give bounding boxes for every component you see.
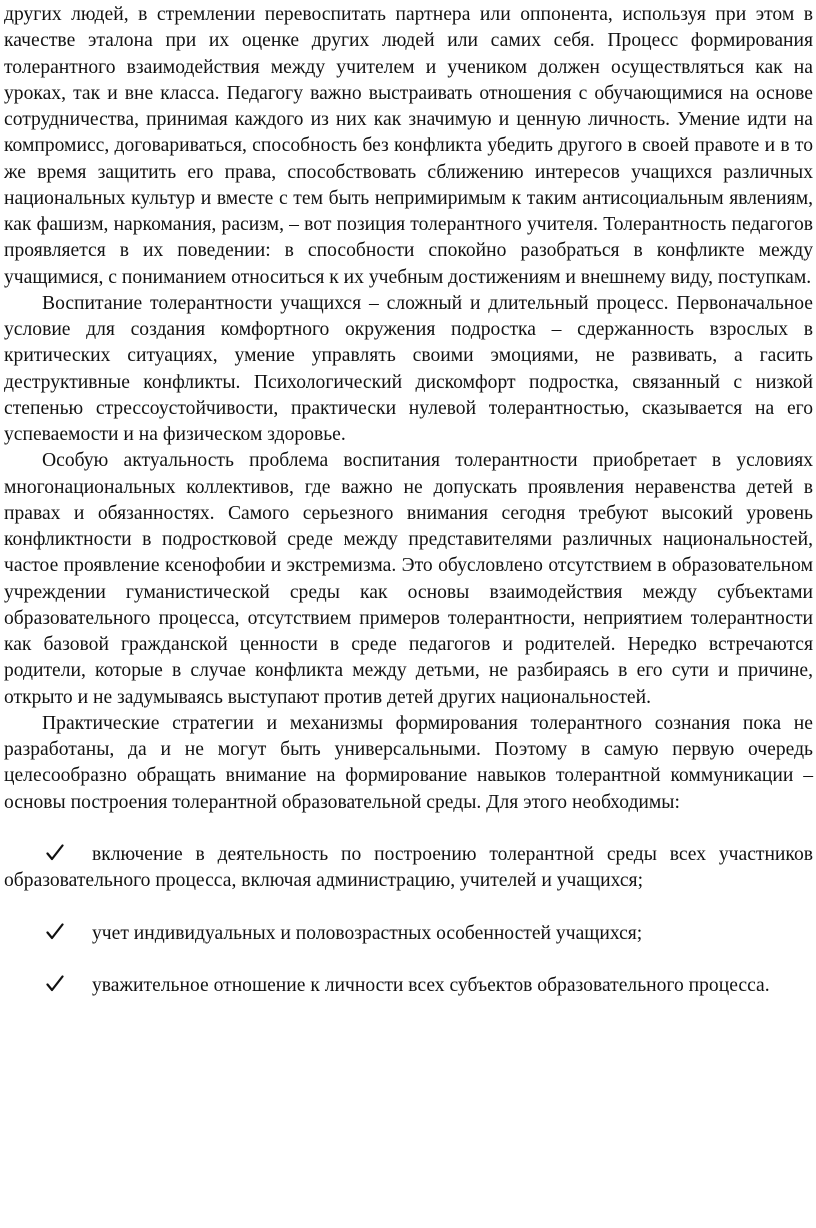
bullet-text: учет индивидуальных и половозрастных особенностей учащихся; <box>92 922 643 944</box>
paragraph-1: других людей, в стремлении перевоспитать партнера или оппонента, используя при этом в качестве эталона при их оценке других людей или самих себя. Процесс формирования толерантного взаимодействия между учителем и учеником должен осуществляться как на уроках, так и вне класса. Педагогу важно выстраивать отношения с обучающимися на основе сотрудничества, принимая каждого из них как значимую и ценную личность. Умение идти на компромисс, договариваться, способность без конфликта убедить другого в своей правоте и в то же время защитить его права, способствовать сближению интересов учащихся различных национальных культур и вместе с тем быть непримиримым к таким антисоциальным явлениям, как фашизм, наркомания, расизм, – вот позиция толерантного учителя. Толерантность педагогов проявляется в их поведении: в способности спокойно разобраться в конфликте между учащимися, с пониманием относиться к их учебным достижениям и внешнему виду, поступкам. <box>4 4 813 288</box>
checkmark-icon <box>46 973 92 999</box>
bullet-text: уважительное отношение к личности всех субъектов образовательного процесса. <box>92 975 770 997</box>
blank-line <box>4 816 813 842</box>
bullet-item-1 <box>4 842 813 895</box>
blank-line <box>4 895 813 921</box>
paragraph-4: Практические стратегии и механизмы формирования толерантного сознания пока не разработаны, да и не могут быть универсальными. Поэтому в самую первую очередь целесообразно обращать внимание на формирование навыков толерантной коммуникации – основы построения толерантной образовательной среды. Для этого необходимы: <box>4 712 813 813</box>
bullet-item-2 <box>4 921 813 947</box>
blank-line <box>4 947 813 973</box>
paragraph-3: Особую актуальность проблема воспитания толерантности приобретает в условиях многонациональных коллективов, где важно не допускать проявления неравенства детей в правах и обязанностях. Самого серьезного внимания сегодня требуют высокий уровень конфликтности в подростковой среде между представителями различных национальностей, частое проявление ксенофобии и экстремизма. Это обусловлено отсутствием в образовательном учреждении гуманистической среды как основы взаимодействия между субъектами образовательного процесса, отсутствием примеров толерантности, неприятием толерантности как базовой гражданской ценности в среде педагогов и родителей. Нередко встречаются родители, которые в случае конфликта между детьми, не разбираясь в его сути и причине, открыто и не задумываясь выступают против детей других национальностей. <box>4 450 813 708</box>
document-page <box>4 2 813 1000</box>
bullet-text: включение в деятельность по построению толерантной среды всех участников образовательного процесса, включая администрацию, учителей и учащихся; <box>4 844 813 892</box>
paragraph-2: Воспитание толерантности учащихся – сложный и длительный процесс. Первоначальное условие для создания комфортного окружения подростка – сдержанность взрослых в критических ситуациях, умение управлять своими эмоциями, не развивать, а гасить деструктивные конфликты. Психологический дискомфорт подростка, связанный с низкой степенью стрессоустойчивости, практически нулевой толерантностью, сказывается на его успеваемости и на физическом здоровье. <box>4 292 813 445</box>
checkmark-icon <box>46 842 92 868</box>
checkmark-icon <box>46 921 92 947</box>
bullet-item-3 <box>4 973 813 999</box>
